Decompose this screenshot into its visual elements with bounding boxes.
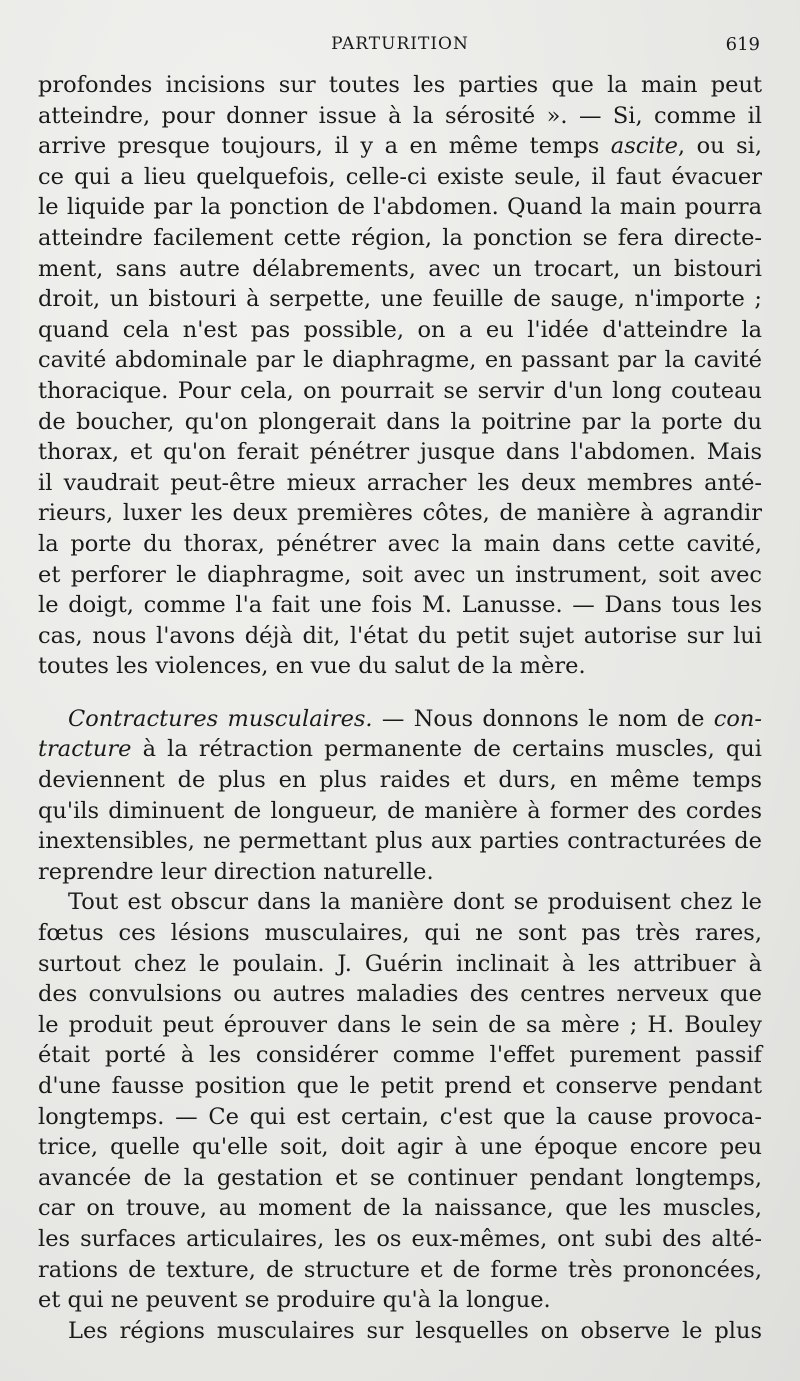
text-line: rations de texture, de structure et de forme très prononcées, (38, 1256, 762, 1283)
text-line: rieurs, luxer les deux premières côtes, de manière à agrandir (38, 500, 762, 527)
text-line: fœtus ces lésions musculaires, qui ne sont pas très rares, (38, 920, 762, 947)
text-line: avancée de la gestation et se continuer pendant longtemps, (38, 1164, 762, 1191)
page-number: 619 (725, 34, 760, 55)
text-fragment: arrive presque toujours, il y a en même temps (38, 133, 611, 160)
text-line: la porte du thorax, pénétrer avec la main dans cette cavité, (38, 530, 762, 557)
paragraph-regions (38, 1316, 762, 1347)
text-fragment: — Nous donnons le nom de (372, 705, 714, 732)
italic-term: tracture (38, 736, 132, 763)
running-title: PARTURITION (331, 34, 469, 54)
text-line: ce qui a lieu quelquefois, celle-ci existe seule, il faut évacuer (38, 163, 762, 190)
text-line: ment, sans autre délabrements, avec un trocart, un bistouri (38, 255, 762, 282)
paragraph-contractures (38, 704, 762, 888)
italic-term: ascite (610, 133, 678, 160)
text-line: toutes les violences, en vue du salut de la mère. (38, 653, 586, 680)
text-line: les surfaces articulaires, les os eux-mêmes, ont subi des alté- (38, 1225, 762, 1252)
text-fragment: , ou si, (677, 133, 763, 160)
text-line: quand cela n'est pas possible, on a eu l'idée d'atteindre la (38, 316, 762, 343)
text-line: longtemps. — Ce qui est certain, c'est que la cause provoca- (38, 1103, 762, 1130)
text-line: et qui ne peuvent se produire qu'à la longue. (38, 1287, 551, 1314)
text-line: surtout chez le poulain. J. Guérin inclinait à les attribuer à (38, 950, 762, 977)
paragraph-gap (38, 682, 762, 704)
text-line: le doigt, comme l'a fait une fois M. Lanusse. — Dans tous les (38, 592, 762, 619)
text-line (38, 704, 762, 735)
paragraph-ascite (38, 70, 762, 682)
text-line: car on trouve, au moment de la naissance, que les muscles, (38, 1195, 762, 1222)
text-line: profondes incisions sur toutes les parties que la main peut (38, 72, 762, 98)
text-line: il vaudrait peut-être mieux arracher les deux membres anté- (38, 469, 762, 496)
text-fragment: à la rétraction permanente de certains muscles, qui (131, 736, 762, 763)
text-line: inextensibles, ne permettant plus aux parties contracturées de (38, 828, 762, 855)
italic-term: con- (713, 705, 762, 732)
text-line: thoracique. Pour cela, on pourrait se servir d'un long couteau (38, 377, 762, 404)
page-header (40, 32, 760, 60)
text-line: d'une fausse position que le petit prend et conserve pendant (38, 1073, 762, 1099)
text-line: atteindre, pour donner issue à la sérosité ». — Si, comme il (38, 102, 762, 129)
text-line: atteindre facilement cette région, la ponction se fera directe- (38, 224, 762, 251)
text-line: le liquide par la ponction de l'abdomen. Quand la main pourra (38, 194, 762, 221)
text-line: qu'ils diminuent de longueur, de manière à former des cordes (38, 797, 762, 824)
text-line: des convulsions ou autres maladies des centres nerveux que (38, 981, 762, 1008)
text-line: reprendre leur direction naturelle. (38, 858, 434, 885)
text-line: deviennent de plus en plus raides et durs, en même temps (38, 767, 762, 794)
text-line: cavité abdominale par le diaphragme, en passant par la cavité (38, 347, 762, 374)
text-line: était porté à les considérer comme l'effet purement passif (38, 1042, 762, 1069)
text-line: droit, un bistouri à serpette, une feuille de sauge, n'importe ; (38, 286, 762, 313)
text-line: et perforer le diaphragme, soit avec un instrument, soit avec (38, 561, 762, 588)
text-line: de boucher, qu'on plongerait dans la poitrine par la porte du (38, 408, 762, 435)
text-line: Les régions musculaires sur lesquelles on observe le plus (68, 1317, 762, 1344)
text-line (38, 734, 762, 765)
text-line: thorax, et qu'on ferait pénétrer jusque dans l'abdomen. Mais (38, 439, 762, 466)
text-line: cas, nous l'avons déjà dit, l'état du petit sujet autorise sur lui (38, 622, 762, 649)
text-line: trice, quelle qu'elle soit, doit agir à une époque encore peu (38, 1134, 762, 1161)
text-line: Tout est obscur dans la manière dont se produisent chez le (68, 889, 762, 916)
text-line (38, 131, 762, 162)
section-heading: Contractures musculaires. (68, 705, 373, 732)
body-text (38, 70, 762, 1346)
text-line: le produit peut éprouver dans le sein de sa mère ; H. Bouley (38, 1011, 762, 1038)
paragraph-origin (38, 887, 762, 1315)
